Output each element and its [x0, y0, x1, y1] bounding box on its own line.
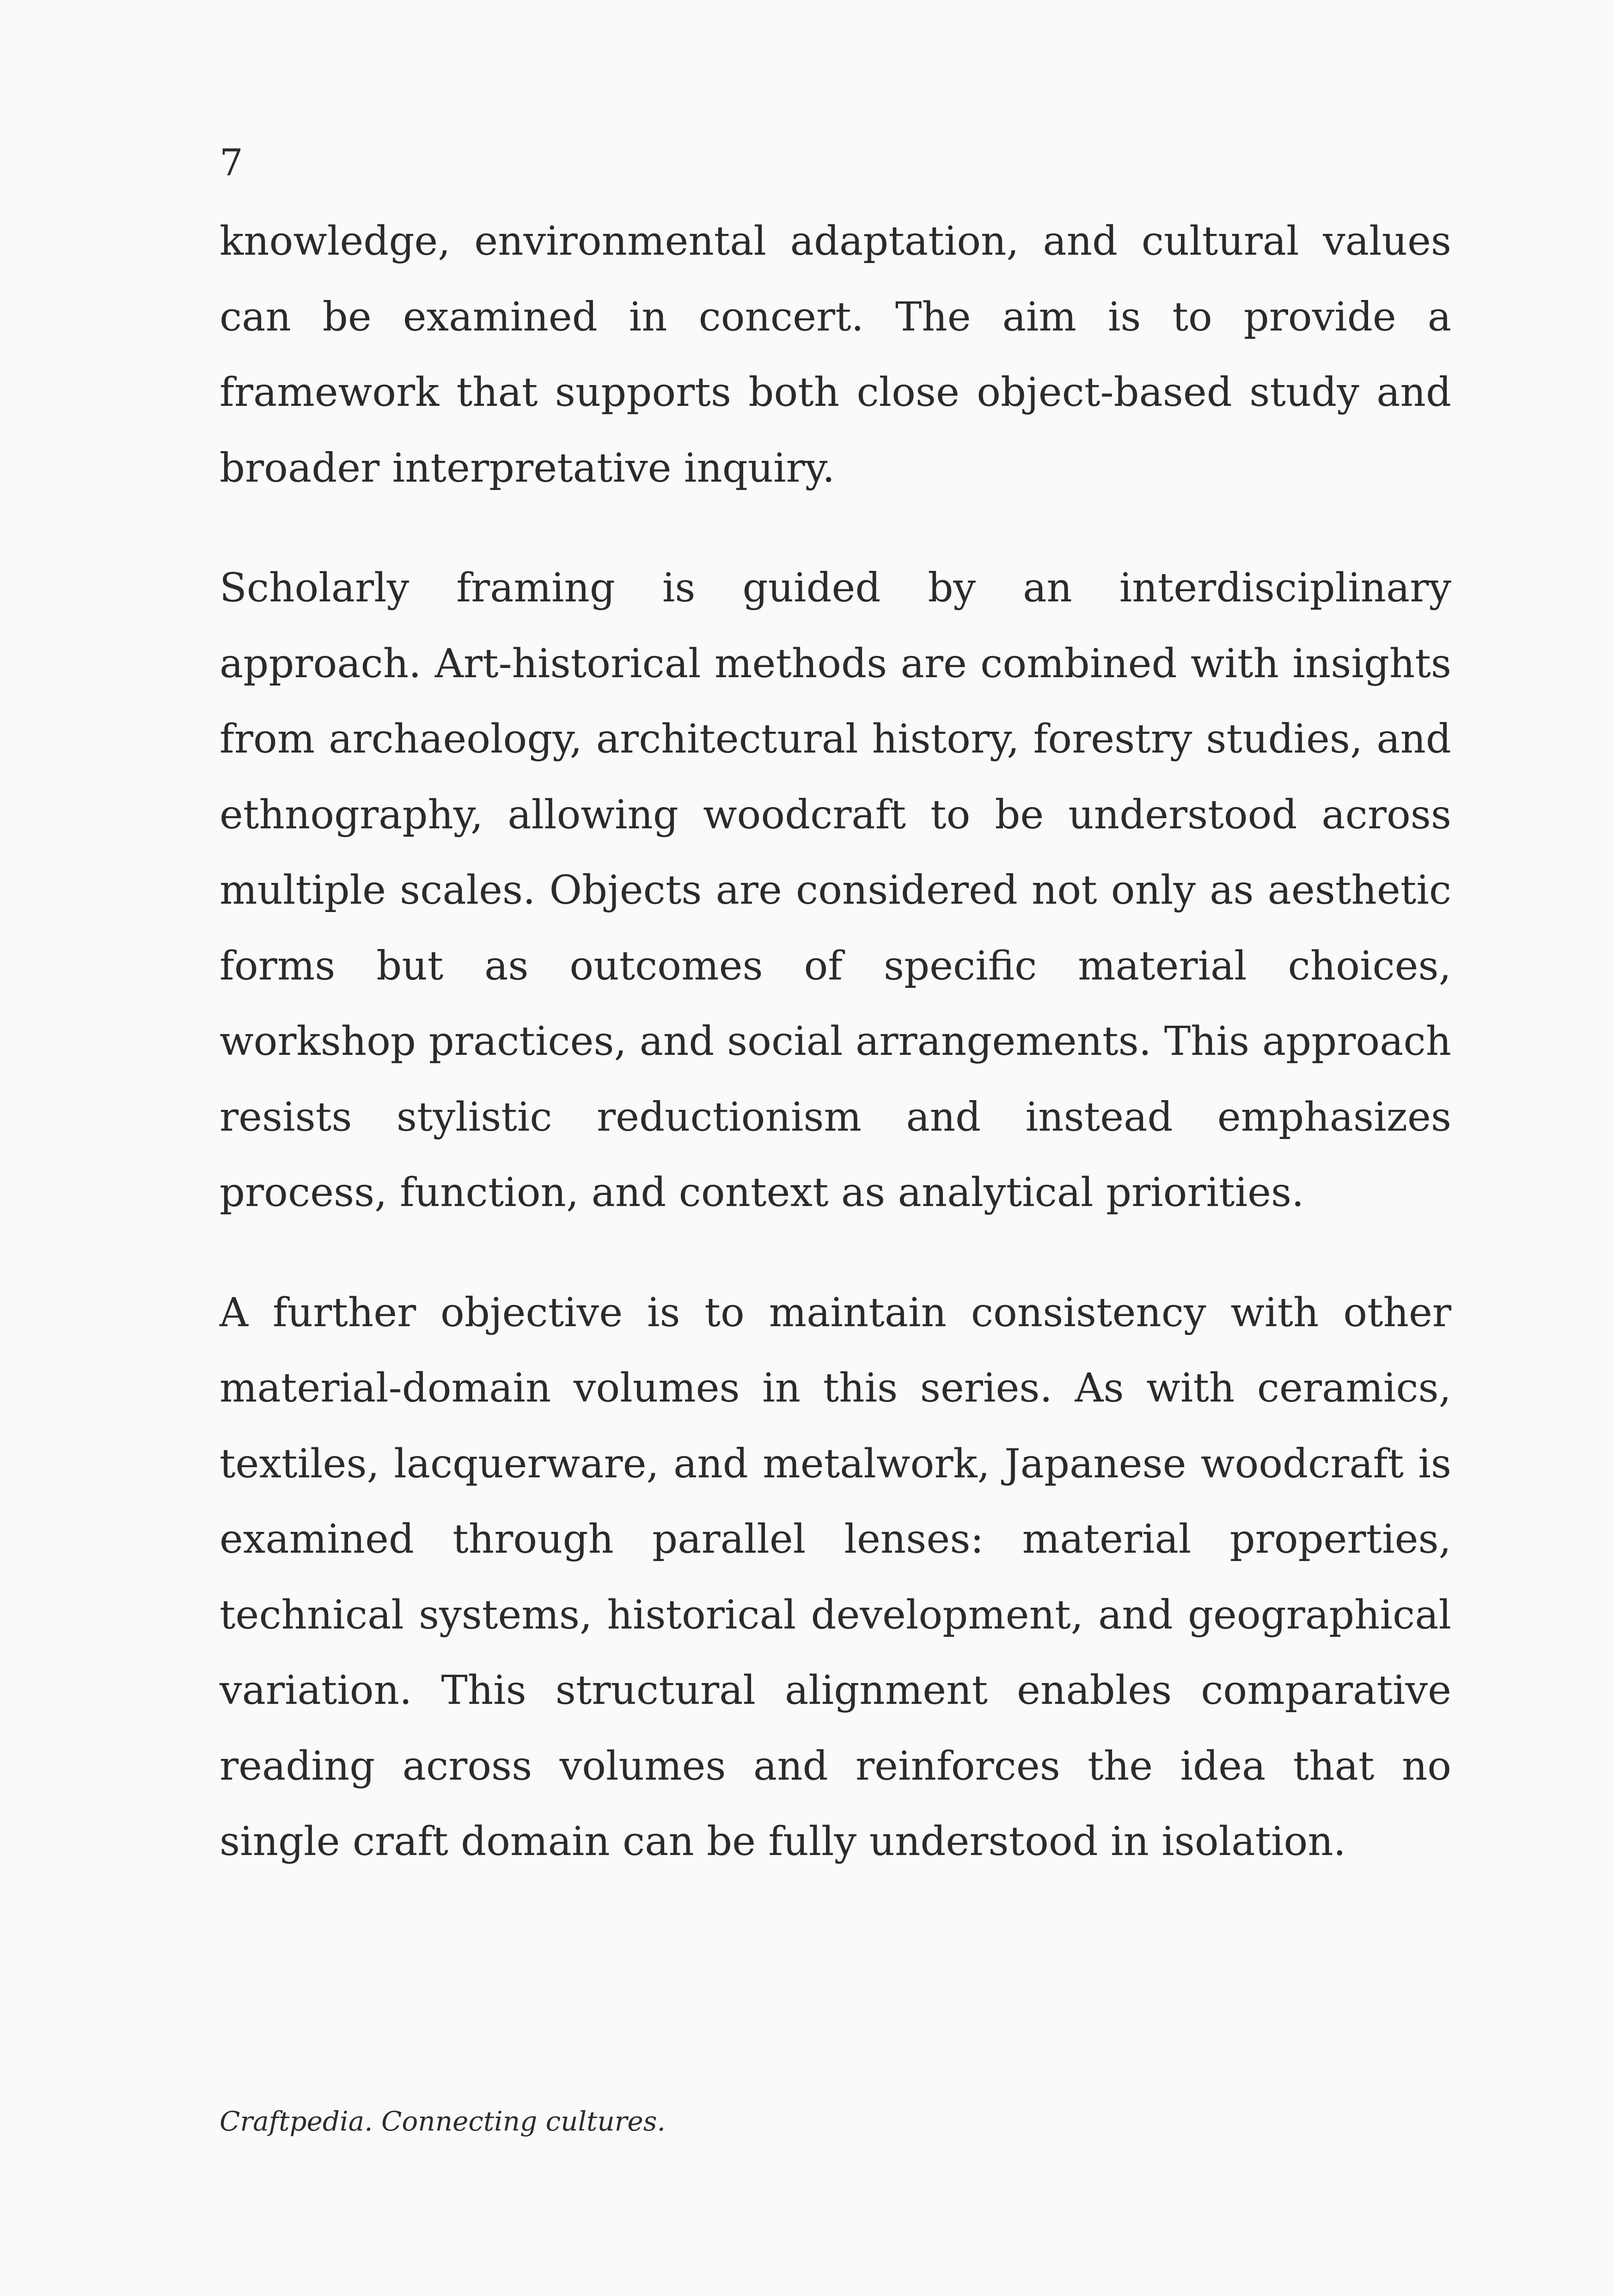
paragraph-1: knowledge, environmental adaptation, and cultural values can be examined in concert. The aim is to provide a framework that supports both close object-based study and broader interpretative inquiry. — [220, 218, 1451, 491]
page-number: 7 — [220, 141, 243, 184]
paragraph-2: Scholarly framing is guided by an interdisciplinary approach. Art-historical methods are combined with insights from archaeology, architectural history, forestry studies, and ethnography, allowing woodcraft to be understood across multiple scales. Objects are considered not only as aesthetic forms but as outcomes of specific material choices, workshop practices, and social arrangements. This approach resists stylistic reductionism and instead emphasizes process, function, and context as analytical priorities. — [220, 565, 1451, 1216]
footer-tagline: Craftpedia. Connecting cultures. — [220, 2106, 666, 2137]
body-text — [220, 204, 1451, 1880]
paragraph-3: A further objective is to maintain consistency with other material-domain volumes in this series. As with ceramics, textiles, lacquerware, and metalwork, Japanese woodcraft is examined through parallel lenses: material properties, technical systems, historical development, and geographical variation. This structural alignment enables comparative reading across volumes and reinforces the idea that no single craft domain can be fully understood in isolation. — [220, 1289, 1451, 1865]
